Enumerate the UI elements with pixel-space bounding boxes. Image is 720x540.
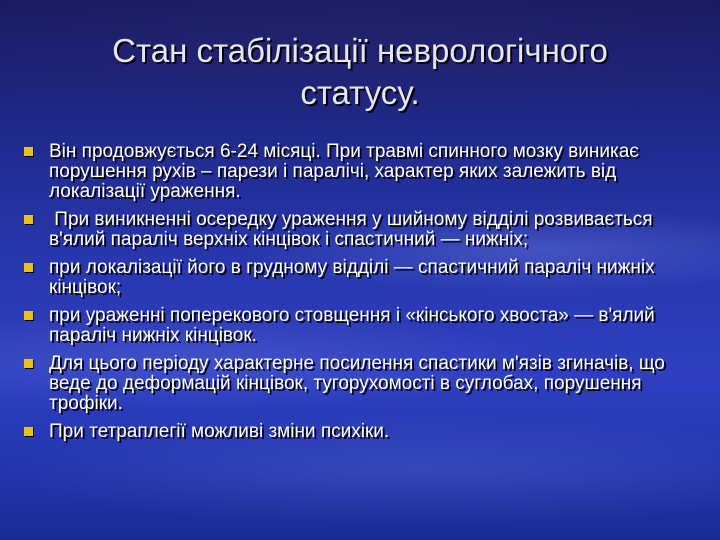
bullet-item (22, 258, 702, 298)
bullet-text: При тетраплегії можливі зміни психіки. (49, 421, 390, 442)
square-bullet-icon (24, 147, 33, 156)
bullet-text: при ураженні поперекового стовщення і «кінського хвоста» — в'ялий параліч нижніх кінцівок. (49, 305, 655, 346)
bullet-list (22, 142, 702, 450)
slide-title: Стан стабілізації неврологічного статусу. (112, 32, 608, 111)
bullet-item (22, 306, 702, 346)
square-bullet-icon (24, 427, 33, 436)
bullet-text: Для цього періоду характерне посилення спастики м'язів згиначів, що веде до деформацій кінцівок, тугорухомості в суглобах, порушення трофіки. (49, 353, 665, 414)
square-bullet-icon (24, 215, 33, 224)
square-bullet-icon (24, 263, 33, 272)
bullet-text: Він продовжується 6-24 місяці. При травмі спинного мозку виникає порушення рухів – парези і паралічі, характер яких залежить від локалізації ураження. (49, 141, 639, 202)
bullet-text: при локалізації його в грудному відділі — спастичний параліч нижніх кінцівок; (49, 257, 655, 298)
bullet-item (22, 354, 702, 414)
bullet-item (22, 210, 702, 250)
square-bullet-icon (24, 359, 33, 368)
bullet-item (22, 422, 702, 442)
bullet-text: При виникненні осередку ураження у шийному відділі розвивається в'ялий параліч верхніх кінцівок і спастичний — нижніх; (49, 209, 658, 250)
bullet-item (22, 142, 702, 202)
square-bullet-icon (24, 311, 33, 320)
